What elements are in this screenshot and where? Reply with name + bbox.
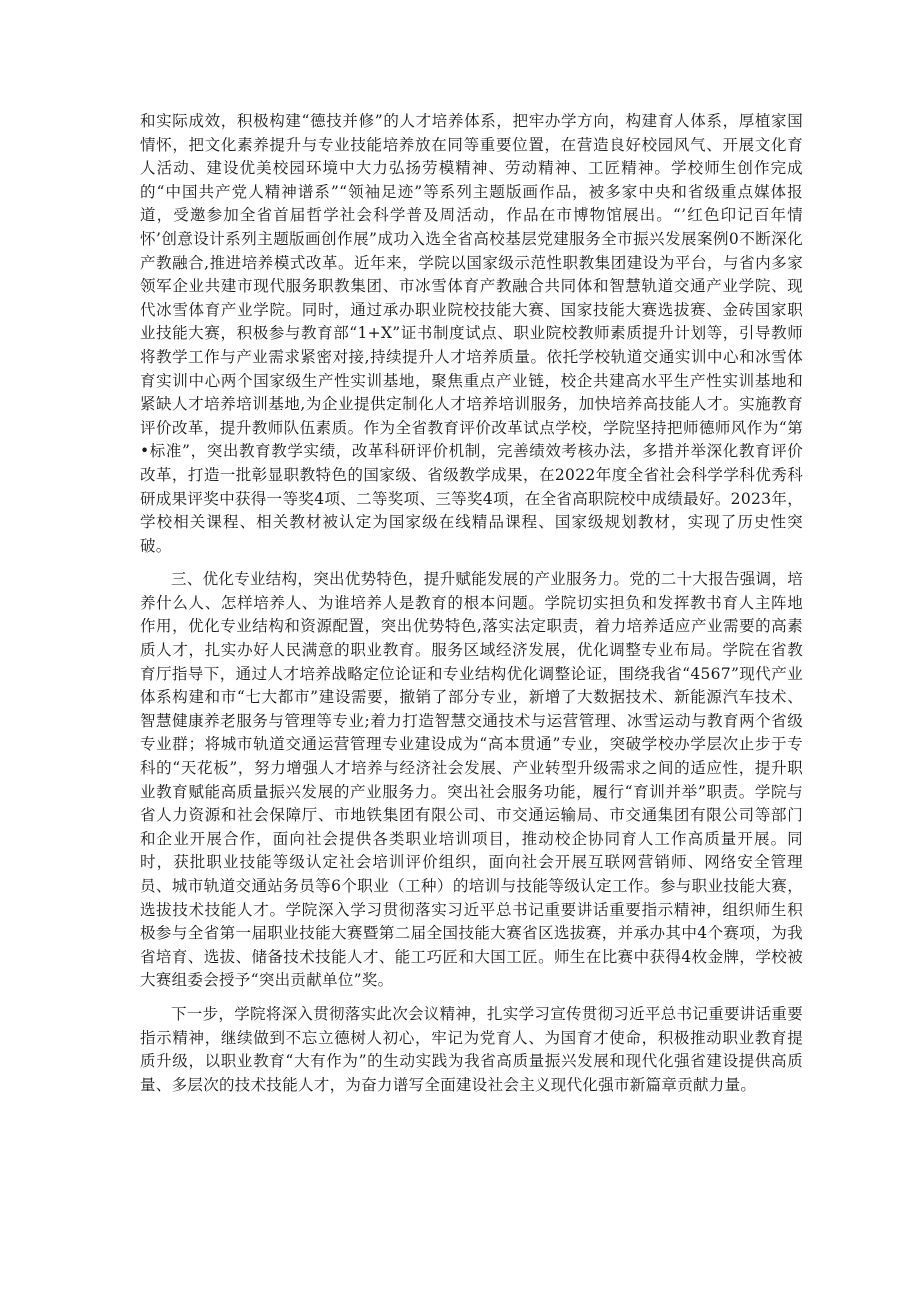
document-body [140, 110, 803, 1107]
paragraph-next-steps: 下一步，学院将深入贯彻落实此次会议精神，扎实学习宣传贯彻习近平总书记重要讲话重要指示精神，继续做到不忘立德树人初心，牢记为党育人、为国育才使命，积极推动职业教育提质升级，以职业教育“大有作为”的生动实践为我省高质量振兴发展和现代化强省建设提供高质量、多层次的技术技能人才，为奋力谱写全面建设社会主义现代化强市新篇章贡献力量。 [140, 1004, 804, 1094]
paragraph-section-three: 三、优化专业结构，突出优势特色，提升赋能发展的产业服务力。党的二十大报告强调，培养什么人、怎样培养人、为谁培养人是教育的根本问题。学院切实担负和发挥教书育人主阵地作用，优化专业结构和资源配置，突出优势特色,落实法定职责，着力培养适应产业需要的高素质人才，扎实办好人民满意的职业教育。服务区域经济发展，优化调整专业布局。学院在省教育厅指导下，通过人才培养战略定位论证和专业结构优化调整论证，围绕我省“4567”现代产业体系构建和市“七大都市”建设需要，撤销了部分专业，新增了大数据技术、新能源汽车技术、智慧健康养老服务与管理等专业;着力打造智慧交通技术与运营管理、冰雪运动与教育两个省级专业群；将城市轨道交通运营管理专业建设成为“高本贯通”专业，突破学校办学层次止步于专科的“天花板”，努力增强人才培养与经济社会发展、产业转型升级需求之间的适应性，提升职业教育赋能高质量振兴发展的产业服务力。突出社会服务功能，履行“育训并举”职责。学院与省人力资源和社会保障厅、市地铁集团有限公司、市交通运输局、市交通集团有限公司等部门和企业开展合作，面向社会提供各类职业培训项目，推动校企协同育人工作高质量开展。同时，获批职业技能等级认定社会培训评价组织，面向社会开展互联网营销师、网络安全管理员、城市轨道交通站务员等6个职业（工种）的培训与技能等级认定工作。参与职业技能大赛，选拔技术技能人才。学院深入学习贯彻落实习近平总书记重要讲话重要指示精神，组织师生积极参与全省第一届职业技能大赛暨第二届全国技能大赛省区选拔赛，并承办其中4个赛项，为我省培育、选拔、储备技术技能人才、能工巧匠和大国工匠。师生在比赛中获得4枚金牌，学校被大赛组委会授予“突出贡献单位”奖。 [140, 570, 804, 990]
paragraph-achievements: 和实际成效，积极构建“德技并修”的人才培养体系，把牢办学方向，构建育人体系，厚植家国情怀，把文化素养提升与专业技能培养放在同等重要位置，在营造良好校园风气、开展文化育人活动、建设优美校园环境中大力弘扬劳模精神、劳动精神、工匠精神。学校师生创作完成的“中国共产党人精神谱系”“领袖足迹”等系列主题版画作品，被多家中央和省级重点媒体报道，受邀参加全省首届哲学社会科学普及周活动，作品在市博物馆展出。“’红色印记百年情怀’创意设计系列主题版画创作展”成功入选全省高校基层党建服务全市振兴发展案例0不断深化产教融合,推进培养模式改革。近年来，学院以国家级示范性职教集团建设为平台，与省内多家领军企业共建市现代服务职教集团、市冰雪体育产教融合共同体和智慧轨道交通产业学院、现代冰雪体育产业学院。同时，通过承办职业院校技能大赛、国家技能大赛选拔赛、金砖国家职业技能大赛，积极参与教育部“1+X”证书制度试点、职业院校教师素质提升计划等，引导教师将教学工作与产业需求紧密对接,持续提升人才培养质量。依托学校轨道交通实训中心和冰雪体育实训中心两个国家级生产性实训基地，聚焦重点产业链，校企共建高水平生产性实训基地和紧缺人才培养培训基地,为企业提供定制化人才培养培训服务，加快培养高技能人才。实施教育评价改革，提升教师队伍素质。作为全省教育评价改革试点学校，学院坚持把师德师风作为“第•标准”，突出教育教学实绩，改革科研评价机制，完善绩效考核办法，多措并举深化教育评价改革，打造一批彰显职教特色的国家级、省级教学成果，在2022年度全省社会科学学科优秀科研成果评奖中获得一等奖4项、二等奖项、三等奖4项，在全省高职院校中成绩最好。2023年，学校相关课程、相关教材被认定为国家级在线精品课程、国家级规划教材，实现了历史性突破。 [140, 112, 803, 555]
